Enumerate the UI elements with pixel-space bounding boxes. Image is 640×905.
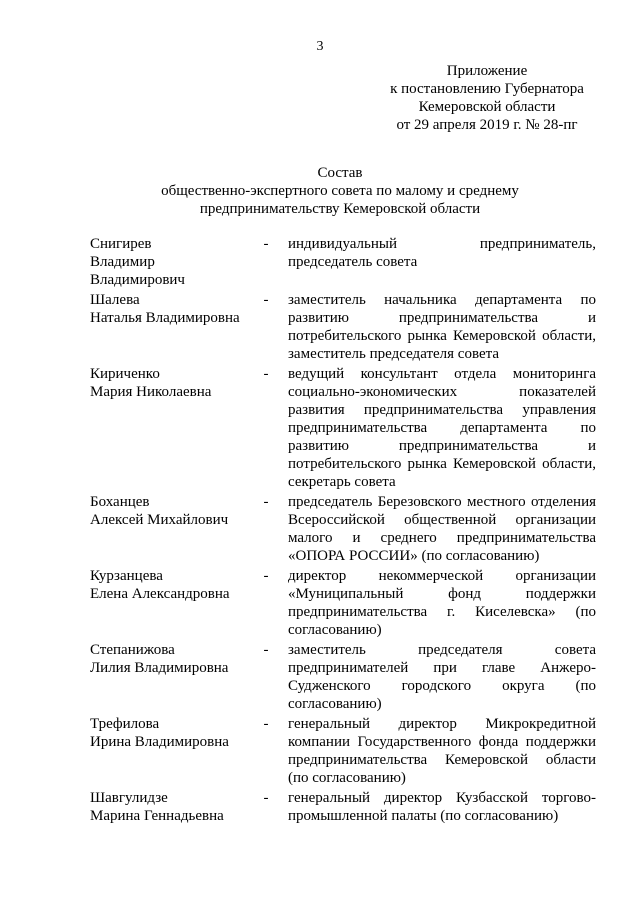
member-position-text: потребительского рынка Кемеровской области, — [288, 328, 596, 344]
member-name-line: Трефилова — [90, 716, 160, 732]
member-position — [288, 567, 596, 639]
member-position-line — [288, 493, 596, 511]
member-position-line — [288, 327, 596, 345]
member-dash: - — [263, 790, 269, 806]
appendix-line: к постановлению Губернатора — [390, 81, 584, 97]
member-dash: - — [263, 366, 269, 382]
member-position-text: директор некоммерческой организации — [288, 568, 596, 584]
member-position-line — [288, 695, 596, 713]
member-position-text: социально-экономических показателей — [288, 384, 596, 400]
member-name-line: Степанижова — [90, 642, 175, 658]
member-position-line — [288, 473, 596, 491]
member-position — [288, 789, 596, 825]
member-row — [90, 291, 596, 365]
member-dash: - — [263, 716, 269, 732]
member-position-text: согласованию) — [288, 696, 382, 712]
member-position-text: «ОПОРА РОССИИ» (по согласованию) — [288, 548, 540, 564]
member-name — [90, 789, 255, 825]
member-row — [90, 365, 596, 493]
member-position-text: потребительского рынка Кемеровской области, — [288, 456, 596, 472]
document-title — [60, 164, 620, 218]
appendix-line: Кемеровской области — [418, 99, 556, 115]
member-position-line — [288, 677, 596, 695]
member-position-text: секретарь совета — [288, 474, 396, 490]
member-dash: - — [263, 236, 269, 252]
member-position-text: председатель совета — [288, 254, 418, 270]
member-position — [288, 493, 596, 565]
member-position-line — [288, 529, 596, 547]
member-dash: - — [263, 292, 269, 308]
member-dash: - — [263, 568, 269, 584]
appendix-header — [380, 62, 594, 134]
member-position — [288, 715, 596, 787]
appendix-line: Приложение — [446, 63, 528, 79]
member-name — [90, 715, 255, 751]
member-name-line: Шалева — [90, 292, 140, 308]
members-list — [90, 235, 596, 827]
member-position-text: председатель Березовского местного отделения — [288, 494, 596, 510]
member-position-text: согласованию) — [288, 622, 382, 638]
member-position — [288, 641, 596, 713]
member-position-text: «Муниципальный фонд поддержки — [288, 586, 596, 602]
member-name-line: Снигирев — [90, 236, 152, 252]
member-position-text: генеральный директор Микрокредитной — [288, 716, 596, 732]
page-number: 3 — [316, 39, 324, 54]
member-position-line — [288, 789, 596, 807]
member-position-text: развития предпринимательства управления — [288, 402, 596, 418]
member-position-text: заместитель начальника департамента по — [288, 292, 596, 308]
member-position — [288, 291, 596, 363]
member-row — [90, 715, 596, 789]
member-name-line: Ирина Владимировна — [90, 734, 229, 750]
member-position-line — [288, 751, 596, 769]
member-row — [90, 567, 596, 641]
member-name-line: Марина Геннадьевна — [90, 808, 224, 824]
member-name — [90, 235, 255, 289]
member-position-line — [288, 715, 596, 733]
member-position-text: индивидуальный предприниматель, — [288, 236, 596, 252]
member-position-line — [288, 253, 596, 271]
appendix-line: от 29 апреля 2019 г. № 28-пг — [396, 117, 578, 133]
member-row — [90, 493, 596, 567]
member-name-line: Кириченко — [90, 366, 160, 382]
member-position-line — [288, 659, 596, 677]
member-name-line: Мария Николаевна — [90, 384, 212, 400]
member-position-line — [288, 547, 596, 565]
member-position-line — [288, 235, 596, 253]
member-position — [288, 235, 596, 271]
member-position-line — [288, 807, 596, 825]
member-position-line — [288, 345, 596, 363]
member-position-line — [288, 365, 596, 383]
member-position — [288, 365, 596, 491]
member-position-line — [288, 419, 596, 437]
member-dash: - — [263, 642, 269, 658]
member-position-text: Судженского городского округа (по — [288, 678, 596, 694]
member-position-line — [288, 641, 596, 659]
member-position-text: развитию предпринимательства и — [288, 310, 596, 326]
member-position-line — [288, 291, 596, 309]
member-position-text: ведущий консультант отдела мониторинга — [288, 366, 596, 382]
member-position-line — [288, 621, 596, 639]
member-name-line: Боханцев — [90, 494, 150, 510]
member-position-text: компании Государственного фонда поддержки — [288, 734, 596, 750]
member-row — [90, 789, 596, 827]
title-line: общественно-экспертного совета по малому и среднему — [161, 183, 519, 199]
member-position-text: промышленной палаты (по согласованию) — [288, 808, 559, 824]
member-position-text: заместитель председателя совета — [288, 346, 500, 362]
member-dash: - — [263, 494, 269, 510]
member-name-line: Владимир — [90, 254, 155, 270]
member-position-text: предпринимательства Кемеровской области — [288, 752, 596, 768]
member-name-line: Шавгулидзе — [90, 790, 168, 806]
member-position-line — [288, 437, 596, 455]
member-position-text: развитию предпринимательства и — [288, 438, 596, 454]
member-position-line — [288, 733, 596, 751]
member-position-line — [288, 309, 596, 327]
member-name-line: Лилия Владимировна — [90, 660, 229, 676]
member-name — [90, 365, 255, 401]
member-name-line: Алексей Михайлович — [90, 512, 229, 528]
member-position-line — [288, 511, 596, 529]
member-name-line: Наталья Владимировна — [90, 310, 240, 326]
member-name-line: Курзанцева — [90, 568, 163, 584]
member-position-text: генеральный директор Кузбасской торгово- — [288, 790, 596, 806]
member-name — [90, 641, 255, 677]
member-name-line: Владимирович — [90, 272, 185, 288]
title-line: Состав — [317, 165, 363, 181]
member-position-line — [288, 769, 596, 787]
member-row — [90, 235, 596, 291]
member-position-line — [288, 567, 596, 585]
member-position-text: заместитель председателя совета — [288, 642, 596, 658]
member-position-line — [288, 585, 596, 603]
member-name-line: Елена Александровна — [90, 586, 230, 602]
member-position-text: предпринимательства департамента по — [288, 420, 596, 436]
member-name — [90, 567, 255, 603]
member-position-text: малого и среднего предпринимательства — [288, 530, 596, 546]
member-position-line — [288, 383, 596, 401]
member-position-text: Всероссийской общественной организации — [288, 512, 596, 528]
member-position-text: предпринимателей при главе Анжеро- — [288, 660, 596, 676]
member-position-line — [288, 603, 596, 621]
member-position-line — [288, 401, 596, 419]
member-row — [90, 641, 596, 715]
title-line: предпринимательству Кемеровской области — [199, 201, 481, 217]
member-position-text: предпринимательства г. Киселевска» (по — [288, 604, 596, 620]
member-position-line — [288, 455, 596, 473]
member-name — [90, 493, 255, 529]
member-position-text: (по согласованию) — [288, 770, 406, 786]
member-name — [90, 291, 255, 327]
